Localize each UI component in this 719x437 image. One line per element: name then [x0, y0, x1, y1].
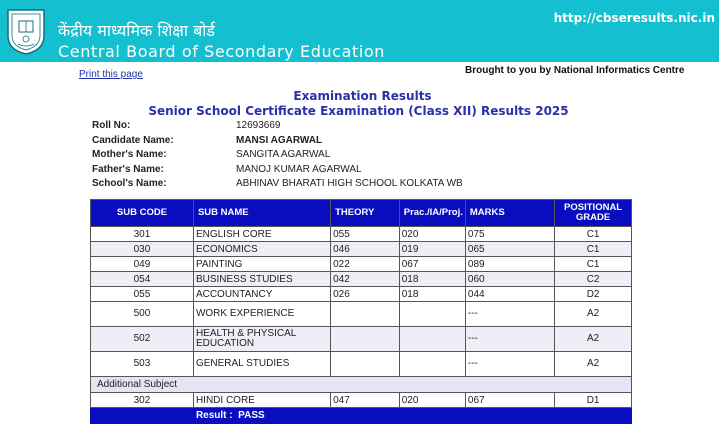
theory-marks: 022 [331, 257, 400, 272]
table-row [91, 352, 632, 377]
candidate-name-value: MANSI AGARWAL [236, 134, 323, 146]
header-theory: THEORY [331, 200, 400, 227]
positional-grade: C1 [555, 227, 632, 242]
site-url: http://cbseresults.nic.in [553, 11, 715, 25]
positional-grade: C1 [555, 257, 632, 272]
total-marks: 065 [465, 242, 554, 257]
mother-name-value: SANGITA AGARWAL [236, 149, 331, 160]
board-name-hindi: केंद्रीय माध्यमिक शिक्षा बोर्ड [58, 21, 215, 40]
result-row [91, 408, 632, 424]
positional-grade: C1 [555, 242, 632, 257]
mother-name-label: Mother's Name: [92, 149, 167, 160]
sub-name: ACCOUNTANCY [193, 287, 330, 302]
table-row [91, 327, 632, 352]
practical-marks: 018 [399, 287, 465, 302]
table-row [91, 393, 632, 408]
table-row [91, 287, 632, 302]
table-row [91, 242, 632, 257]
positional-grade: C2 [555, 272, 632, 287]
total-marks: 089 [465, 257, 554, 272]
sub-code: 302 [91, 393, 194, 408]
practical-marks [399, 302, 465, 327]
positional-grade: A2 [555, 302, 632, 327]
sub-code: 503 [91, 352, 194, 377]
result-cell [193, 408, 631, 424]
table-row [91, 257, 632, 272]
header-practical: Prac./IA/Proj. [399, 200, 465, 227]
theory-marks [331, 327, 400, 352]
sub-name: GENERAL STUDIES [193, 352, 330, 377]
practical-marks: 020 [399, 393, 465, 408]
total-marks: --- [465, 327, 554, 352]
sub-name: WORK EXPERIENCE [193, 302, 330, 327]
additional-subject-row [91, 377, 632, 393]
sub-code: 049 [91, 257, 194, 272]
roll-label: Roll No: [92, 120, 131, 131]
total-marks: 044 [465, 287, 554, 302]
total-marks: 075 [465, 227, 554, 242]
school-name-label: School's Name: [92, 178, 167, 189]
marks-table [90, 199, 632, 424]
header-positional-grade: POSITIONAL GRADE [555, 200, 632, 227]
practical-marks: 018 [399, 272, 465, 287]
theory-marks [331, 302, 400, 327]
additional-subject-label: Additional Subject [91, 377, 632, 393]
school-name-value: ABHINAV BHARATI HIGH SCHOOL KOLKATA WB [236, 178, 463, 189]
father-name-label: Father's Name: [92, 163, 164, 175]
total-marks: --- [465, 302, 554, 327]
exam-title: Senior School Certificate Examination (Class XII) Results 2025 [148, 104, 569, 118]
sub-code: 054 [91, 272, 194, 287]
father-name-value: MANOJ KUMAR AGARWAL [236, 163, 362, 175]
theory-marks: 046 [331, 242, 400, 257]
positional-grade: D2 [555, 287, 632, 302]
table-row [91, 227, 632, 242]
result-label: Result : [195, 410, 233, 421]
theory-marks: 047 [331, 393, 400, 408]
result-spacer [91, 408, 194, 424]
practical-marks: 019 [399, 242, 465, 257]
positional-grade: A2 [555, 352, 632, 377]
roll-value: 12693669 [236, 120, 281, 131]
practical-marks: 067 [399, 257, 465, 272]
brought-by-text: Brought to you by National Informatics Centre [465, 65, 685, 76]
sub-name: PAINTING [193, 257, 330, 272]
sub-code: 030 [91, 242, 194, 257]
practical-marks: 020 [399, 227, 465, 242]
practical-marks [399, 327, 465, 352]
header-sub-code: SUB CODE [91, 200, 194, 227]
table-row [91, 302, 632, 327]
practical-marks [399, 352, 465, 377]
sub-name: HINDI CORE [193, 393, 330, 408]
result-value: PASS [238, 410, 265, 421]
sub-code: 301 [91, 227, 194, 242]
candidate-name-label: Candidate Name: [92, 134, 174, 146]
positional-grade: D1 [555, 393, 632, 408]
print-page-link[interactable]: Print this page [79, 69, 143, 80]
sub-name: ECONOMICS [193, 242, 330, 257]
sub-name: ENGLISH CORE [193, 227, 330, 242]
positional-grade: A2 [555, 327, 632, 352]
header-banner [0, 0, 719, 62]
sub-code: 500 [91, 302, 194, 327]
table-header-row [91, 200, 632, 227]
theory-marks: 026 [331, 287, 400, 302]
theory-marks [331, 352, 400, 377]
header-sub-name: SUB NAME [193, 200, 330, 227]
sub-name: BUSINESS STUDIES [193, 272, 330, 287]
sub-name: HEALTH & PHYSICAL EDUCATION [193, 327, 330, 352]
sub-code: 055 [91, 287, 194, 302]
total-marks: 060 [465, 272, 554, 287]
theory-marks: 055 [331, 227, 400, 242]
page-title: Examination Results [293, 89, 432, 103]
board-name-english: Central Board of Secondary Education [58, 42, 386, 61]
total-marks: 067 [465, 393, 554, 408]
theory-marks: 042 [331, 272, 400, 287]
header-marks: MARKS [465, 200, 554, 227]
sub-code: 502 [91, 327, 194, 352]
cbse-logo-icon [4, 6, 48, 56]
total-marks: --- [465, 352, 554, 377]
table-row [91, 272, 632, 287]
